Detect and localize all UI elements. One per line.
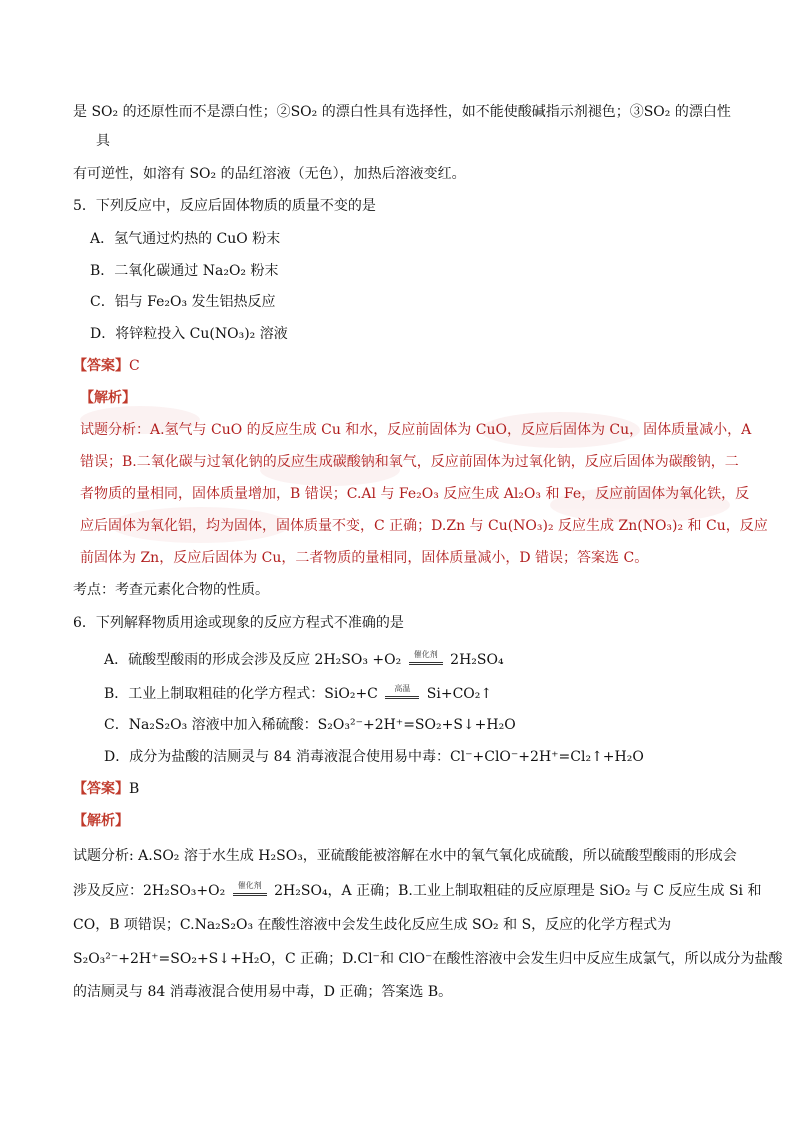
q5-option-b: B．二氧化碳通过 Na₂O₂ 粉末 [90,263,279,279]
q6-analysis-line-1: 试题分析: A.SO₂ 溶于水生成 H₂SO₃，亚硫酸能被溶解在水中的氧气氧化成硫酸，所以硫酸型酸雨的形成会 [73,848,737,864]
q6-option-d: D．成分为盐酸的洁厕灵与 84 消毒液混合使用易中毒：Cl⁻+ClO⁻+2H⁺=Cl₂↑+H₂O [104,749,644,765]
q5-answer-value: C [129,358,140,374]
q6-option-b-condition: 高温 [394,684,411,693]
q6-analysis-condition: 催化剂 [237,881,262,890]
q6-option-a-pre: A．硫酸型酸雨的形成会涉及反应 2H₂SO₃ +O₂ [104,652,402,668]
q5-kaodian: 考点：考查元素化合物的性质。 [73,582,269,598]
q5-answer [73,356,140,376]
q5-analysis-label: 【解析】 [80,390,136,406]
q6-analysis-line-4: S₂O₃²⁻+2H⁺=SO₂+S↓+H₂O，C 正确；D.Cl⁻和 ClO⁻在酸性溶液中会发生归中反应生成氯气，所以成分为盐酸 [73,951,783,967]
q5-analysis-line-1: 试题分析：A.氢气与 CuO 的反应生成 Cu 和水，反应前固体为 CuO，反应后固体为 Cu，固体质量减小，A [80,422,752,438]
q6-stem: 6．下列解释物质用途或现象的反应方程式不准确的是 [73,615,404,631]
q6-answer [73,779,139,799]
q6-analysis-line-5: 的洁厕灵与 84 消毒液混合使用易中毒，D 正确；答案选 B。 [73,984,453,1000]
intro-line-1: 是 SO₂ 的还原性而不是漂白性；②SO₂ 的漂白性具有选择性，如不能使酸碱指示剂褪色；③SO₂ 的漂白性 [73,104,731,120]
q6-option-c: C．Na₂S₂O₃ 溶液中加入稀硫酸：S₂O₃²⁻+2H⁺=SO₂+S↓+H₂O [104,717,516,733]
q5-analysis-line-3: 者物质的量相同，固体质量增加，B 错误；C.Al 与 Fe₂O₃ 反应生成 Al₂O₃ 和 Fe，反应前固体为氧化铁，反 [80,486,750,502]
q6-analysis-line-3: CO，B 项错误；C.Na₂S₂O₃ 在酸性溶液中会发生歧化反应生成 SO₂ 和 S，反应的化学方程式为 [73,917,672,933]
catalyst-arrow-icon [231,881,269,898]
q5-analysis-line-2: 错误；B.二氧化碳与过氧化钠的反应生成碳酸钠和氧气，反应前固体为过氧化钠，反应后固体为碳酸钠，二 [80,454,739,470]
intro-line-3: 有可逆性，如溶有 SO₂ 的品红溶液（无色），加热后溶液变红。 [73,166,466,182]
q6-analysis-line-2-pre: 涉及反应：2H₂SO₃+O₂ [73,883,226,899]
q6-analysis-line-2 [73,881,762,901]
q6-option-a-post: 2H₂SO₄ [450,652,504,668]
q5-option-a: A．氢气通过灼热的 CuO 粉末 [90,231,281,247]
intro-line-2: 具 [96,133,110,149]
q5-option-c: C．铝与 Fe₂O₃ 发生铝热反应 [90,294,276,310]
q5-analysis-line-4: 应后固体为氧化铝，均为固体，固体质量不变，C 正确；D.Zn 与 Cu(NO₃)₂ 反应生成 Zn(NO₃)₂ 和 Cu，反应 [80,518,768,534]
q6-answer-label: 【答案】 [73,781,129,797]
q5-option-d: D．将锌粒投入 Cu(NO₃)₂ 溶液 [90,326,288,342]
q6-analysis-line-2-post: 2H₂SO₄，A 正确；B.工业上制取粗硅的反应原理是 SiO₂ 与 C 反应生成 Si 和 [274,883,762,899]
q5-stem: 5．下列反应中，反应后固体物质的质量不变的是 [73,198,376,214]
q6-option-b [104,684,492,704]
q6-option-b-post: Si+CO₂↑ [426,686,493,702]
q6-option-b-pre: B．工业上制取粗硅的化学方程式：SiO₂+C [104,686,378,702]
high-temp-arrow-icon [383,684,421,701]
q6-option-a-condition: 催化剂 [413,650,438,659]
q6-answer-value: B [129,781,140,797]
q5-answer-label: 【答案】 [73,358,129,374]
q6-option-a [104,650,504,670]
q6-analysis-label: 【解析】 [73,813,129,829]
q5-analysis-line-5: 前固体为 Zn，反应后固体为 Cu，二者物质的量相同，固体质量减小，D 错误；答案选 C。 [80,550,649,566]
catalyst-arrow-icon [407,650,445,667]
